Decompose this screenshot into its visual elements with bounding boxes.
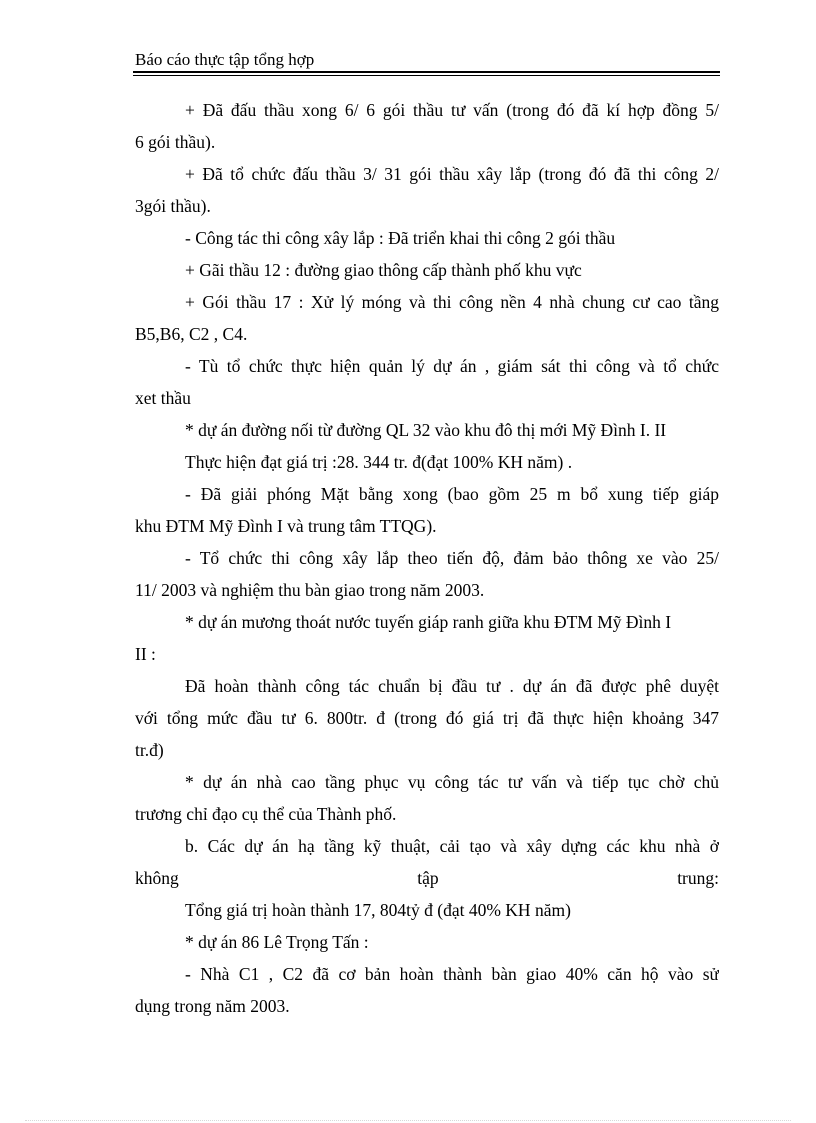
- body-text: [135, 94, 719, 1022]
- text-line: + Đã tổ chức đấu thầu 3/ 31 gói thầu xây lắp (trong đó đã thi công 2/: [185, 164, 719, 184]
- text-line: với tổng mức đầu tư 6. 800tr. đ (trong đó giá trị đã thực hiện khoảng 347: [135, 708, 719, 728]
- text-line: II :: [135, 644, 156, 664]
- header-rule-thick: [133, 71, 720, 73]
- text-line: * dự án 86 Lê Trọng Tấn :: [185, 932, 369, 952]
- header-rule-thin: [133, 75, 720, 76]
- text-line: + Gói thầu 17 : Xử lý móng và thi công nền 4 nhà chung cư cao tầng: [185, 292, 719, 312]
- text-line: 6 gói thầu).: [135, 132, 216, 152]
- text-line: - Công tác thi công xây lắp : Đã triển khai thi công 2 gói thầu: [185, 228, 616, 248]
- text-line: Thực hiện đạt giá trị :28. 344 tr. đ(đạt 100% KH năm) .: [185, 452, 573, 472]
- text-line: Tổng giá trị hoàn thành 17, 804tỷ đ (đạt 40% KH năm): [185, 900, 571, 920]
- text-line: - Nhà C1 , C2 đã cơ bản hoàn thành bàn giao 40% căn hộ vào sử: [185, 964, 719, 984]
- text-line: 11/ 2003 và nghiệm thu bàn giao trong năm 2003.: [135, 580, 485, 600]
- text-line: không tập trung:: [135, 868, 719, 888]
- page-header-title: Báo cáo thực tập tổng hợp: [135, 50, 315, 69]
- text-line: * dự án nhà cao tầng phục vụ công tác tư vấn và tiếp tục chờ chủ: [185, 772, 719, 792]
- text-line: + Đã đấu thầu xong 6/ 6 gói thầu tư vấn (trong đó đã kí hợp đồng 5/: [185, 100, 719, 120]
- text-line: - Đã giải phóng Mặt bằng xong (bao gồm 25 m bổ xung tiếp giáp: [185, 484, 719, 504]
- text-line: B5,B6, C2 , C4.: [135, 324, 248, 344]
- text-line: - Tổ chức thi công xây lắp theo tiến độ, đảm bảo thông xe vào 25/: [185, 548, 719, 568]
- text-line: dụng trong năm 2003.: [135, 996, 290, 1016]
- text-line: + Gãi thầu 12 : đường giao thông cấp thành phố khu vực: [185, 260, 582, 280]
- text-line: 3gói thầu).: [135, 196, 211, 216]
- text-line: trương chỉ đạo cụ thể của Thành phố.: [135, 804, 397, 824]
- text-line: Đã hoàn thành công tác chuẩn bị đầu tư . dự án đã được phê duyệt: [185, 676, 719, 696]
- text-line: b. Các dự án hạ tầng kỹ thuật, cải tạo và xây dựng các khu nhà ở: [185, 836, 719, 856]
- text-line: xet thầu: [135, 388, 191, 408]
- text-line: - Tù tổ chức thực hiện quản lý dự án , giám sát thi công và tổ chức: [185, 356, 719, 376]
- page-bottom-border: [25, 1120, 791, 1121]
- text-line: tr.đ): [135, 740, 164, 760]
- text-line: * dự án đường nối từ đường QL 32 vào khu đô thị mới Mỹ Đình I. II: [185, 420, 667, 440]
- text-line: * dự án mương thoát nước tuyến giáp ranh giữa khu ĐTM Mỹ Đình I: [185, 612, 672, 632]
- text-line: khu ĐTM Mỹ Đình I và trung tâm TTQG).: [135, 516, 437, 536]
